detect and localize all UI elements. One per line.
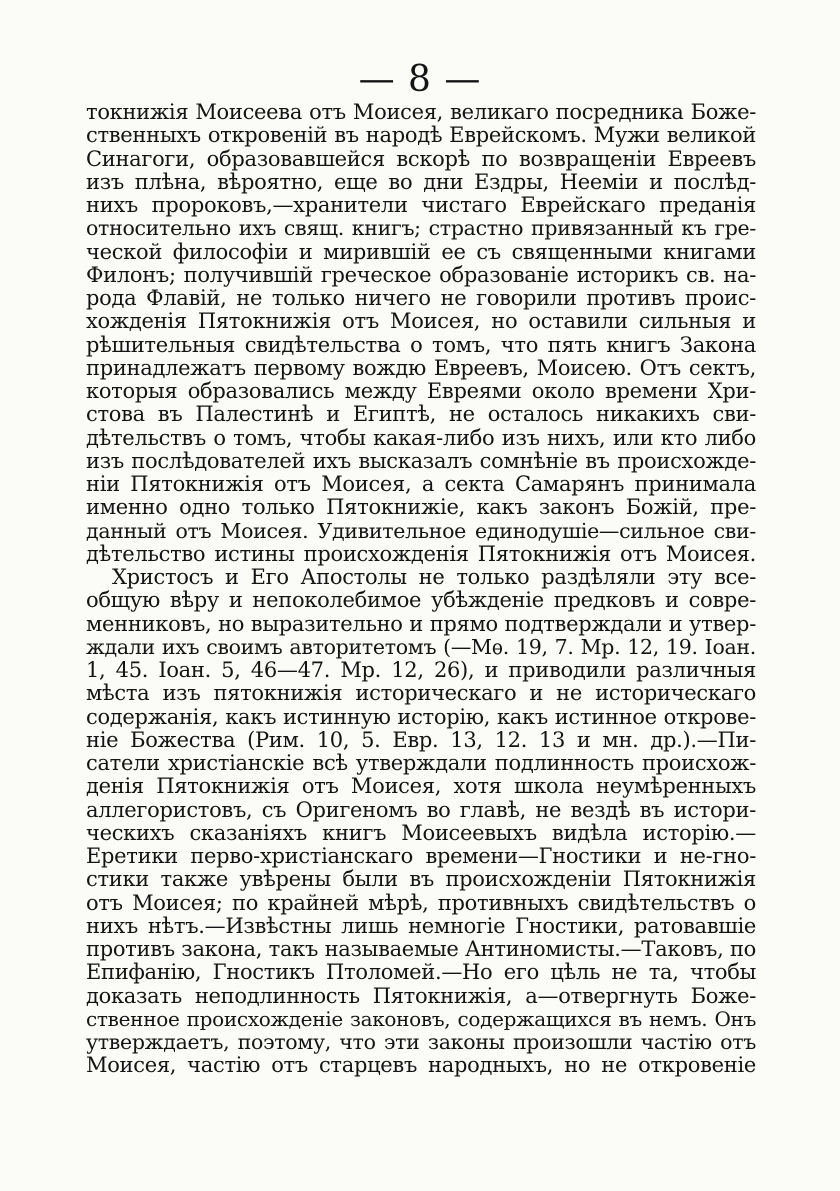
text-line: ніе Божества (Рим. 10, 5. Евр. 13, 12. 13 и мн. др.).—Пи-	[86, 728, 756, 752]
text-line: дѣтельствъ о томъ, чтобы какая-либо изъ нихъ, или кто либо	[86, 426, 756, 450]
text-line: принадлежатъ первому вождю Евреевъ, Моисею. Отъ сектъ,	[86, 356, 756, 380]
text-line: общую вѣру и непоколебимое убѣжденіе предковъ и совре-	[86, 589, 756, 613]
text-line: Синагоги, образовавшейся вскорѣ по возвращеніи Евреевъ	[86, 147, 756, 171]
text-line: аллегористовъ, съ Оригеномъ во главѣ, не вездѣ въ истори-	[86, 798, 756, 822]
text-line: рода Флавій, не только ничего не говорили противъ проис-	[86, 287, 756, 310]
text-line: 1, 45. Іоан. 5, 46—47. Мр. 12, 26), и приводили различныя	[86, 659, 756, 682]
text-line: ственное происхожденіе законовъ, содержащихся въ немъ. Онъ	[86, 1007, 756, 1031]
text-line: Епифанію, Гностикъ Птоломей.—Но его цѣль не та, чтобы	[86, 961, 756, 985]
text-line: рѣшительныя свидѣтельства о томъ, что пять книгъ Закона	[86, 333, 756, 357]
text-line: изъ плѣна, вѣроятно, еще во дни Ездры, Нееміи и послѣд-	[86, 170, 756, 194]
text-line: ніи Пятокнижія отъ Моисея, а секта Самарянъ принимала	[86, 473, 756, 496]
text-line: нихъ пророковъ,—хранители чистаго Еврейскаго преданія	[86, 194, 756, 217]
page-number: — 8 —	[358, 59, 482, 100]
text-line: ждали ихъ своимъ авторитетомъ (—Мѳ. 19, 7. Мр. 12, 19. Іоан.	[86, 635, 756, 659]
text-line: Еретики перво-христіанскаго времени—Гностики и не-гно-	[86, 845, 756, 868]
text-line: сатели христіанскіе всѣ утверждали подлинность происхож-	[86, 752, 756, 775]
text-line: токнижія Моисеева отъ Моисея, великаго посредника Боже-	[86, 101, 756, 124]
text-line: ческой философіи и мирившій ее съ священными книгами	[86, 240, 756, 264]
text-line: именно одно только Пятокнижіе, какъ законъ Божій, пре-	[86, 496, 756, 520]
text-line: Филонъ; получившій греческое образованіе историкъ св. на-	[86, 263, 756, 287]
text-line: доказать неподлинность Пятокнижія, а—отвергнуть Боже-	[86, 984, 756, 1008]
text-line: денія Пятокнижія отъ Моисея, хотя школа неумѣренныхъ	[86, 775, 756, 799]
text-line: стова въ Палестинѣ и Египтѣ, не осталось никакихъ сви-	[86, 403, 756, 427]
text-line: хожденія Пятокнижія отъ Моисея, но оставили сильныя и	[86, 310, 756, 334]
text-line: ственныхъ откровеній въ народѣ Еврейскомъ. Мужи великой	[86, 124, 756, 148]
text-line: Христосъ и Его Апостолы не только раздѣляли эту все-	[112, 566, 756, 589]
text-line: относительно ихъ свящ. книгъ; страстно привязанный къ гре-	[86, 217, 756, 241]
text-line: противъ закона, такъ называемые Антиномисты.—Таковъ, по	[86, 938, 756, 961]
body-text	[86, 101, 756, 1078]
text-line: содержанія, какъ истинную исторію, какъ истинное открове-	[86, 705, 756, 729]
text-line: менниковъ, но выразительно и прямо подтверждали и утвер-	[86, 612, 756, 636]
text-line: отъ Моисея; по крайней мѣрѣ, противныхъ свидѣтельствъ о	[86, 891, 756, 915]
text-line: ческихъ сказаніяхъ книгъ Моисеевыхъ видѣла исторію.—	[86, 821, 756, 845]
text-line: которыя образовались между Евреями около времени Хри-	[86, 380, 756, 403]
text-line: дѣтельство истины происхожденія Пятокнижія отъ Моисея.	[86, 542, 756, 566]
text-line: изъ послѣдователей ихъ высказалъ сомнѣніе въ происхожде-	[86, 449, 756, 473]
text-line: Моисея, частію отъ старцевъ народныхъ, но не откровеніе	[86, 1054, 756, 1078]
text-line: стики также увѣрены были въ происхожденіи Пятокнижія	[86, 868, 756, 892]
text-line: мѣста изъ пятокнижія историческаго и не историческаго	[86, 682, 756, 706]
text-line: нихъ нѣтъ.—Извѣстны лишь немногіе Гностики, ратовавшіе	[86, 914, 756, 938]
text-line: утверждаетъ, поэтому, что эти законы произошли частію отъ	[86, 1031, 756, 1054]
text-line: данный отъ Моисея. Удивительное единодушіе—сильное сви-	[86, 519, 756, 543]
